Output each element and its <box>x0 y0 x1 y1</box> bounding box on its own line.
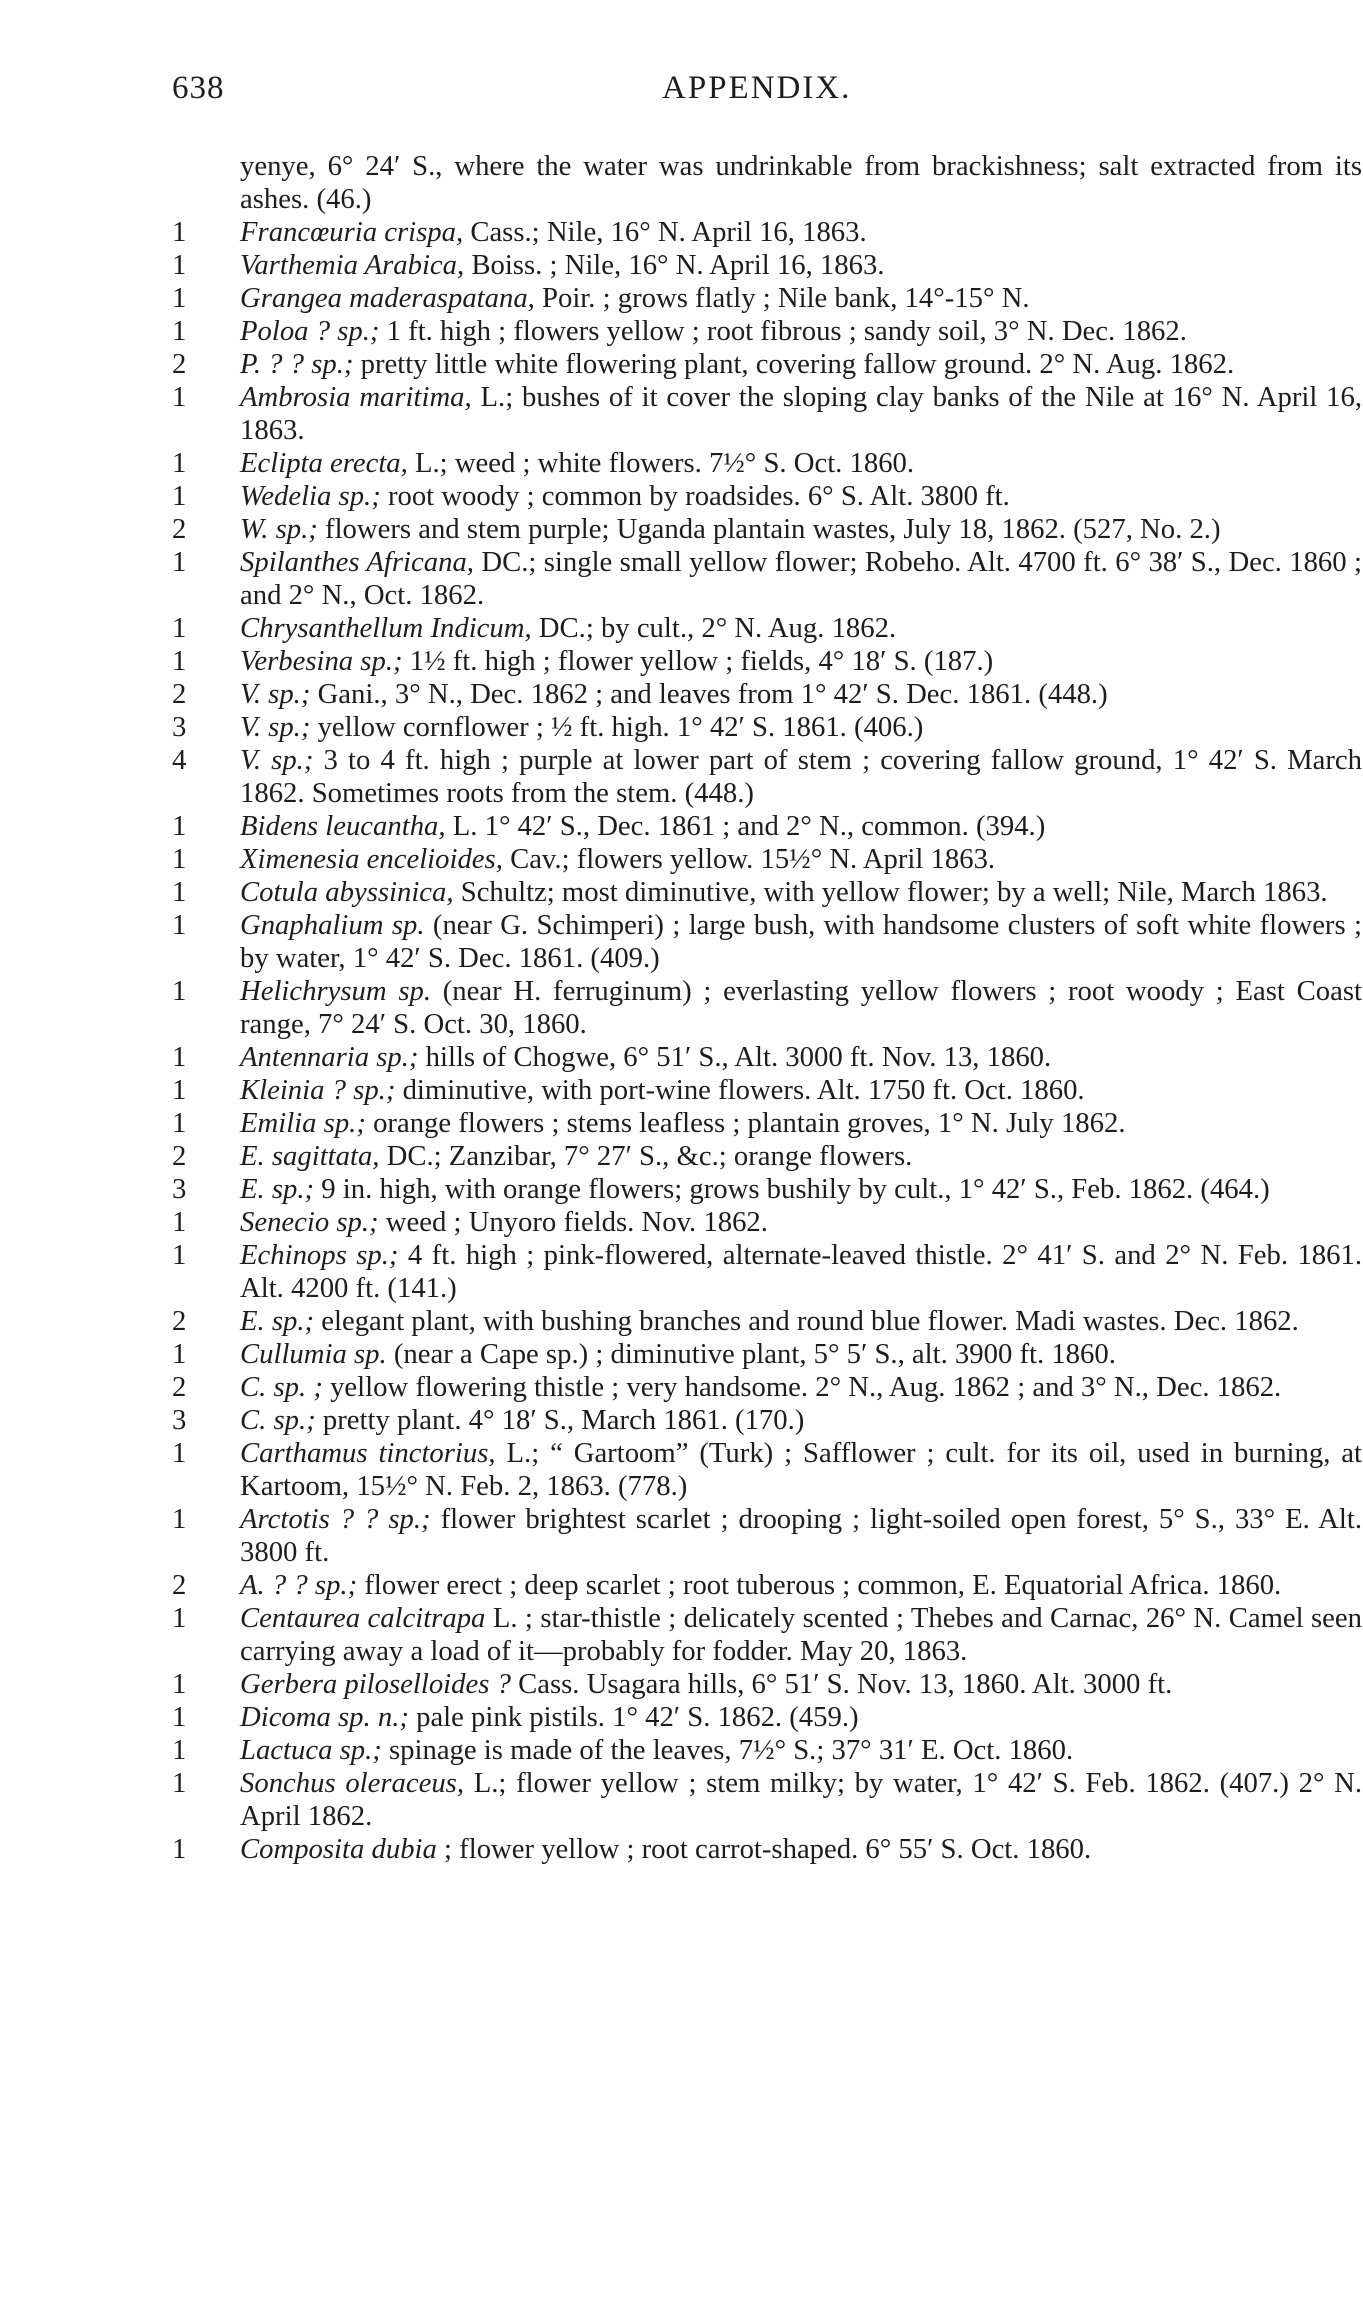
list-item <box>172 480 1362 513</box>
list-item <box>172 381 1362 447</box>
species-name: A. ? ? sp.; <box>240 1569 358 1601</box>
species-name: Centaurea calcitrapa <box>240 1602 486 1634</box>
entry-count: 3 <box>172 711 187 743</box>
list-item <box>172 1371 1362 1404</box>
list-item <box>172 282 1362 315</box>
list-item <box>172 1503 1362 1569</box>
species-name: Poloa ? sp.; <box>240 315 380 347</box>
species-name: Gerbera piloselloides ? <box>240 1668 511 1700</box>
entry-count: 3 <box>172 1404 187 1436</box>
entry-count: 1 <box>172 315 187 347</box>
list-item <box>172 810 1362 843</box>
species-name: E. sp.; <box>240 1305 315 1337</box>
species-name: Arctotis ? ? sp.; <box>240 1503 431 1535</box>
list-item <box>172 612 1362 645</box>
entry-description: spinage is made of the leaves, 7½° S.; 37° 31′ E. Oct. 1860. <box>381 1734 1074 1766</box>
entry-count: 2 <box>172 1371 187 1403</box>
entry-count: 1 <box>172 1833 187 1865</box>
species-name: E. sp.; <box>240 1173 315 1205</box>
entry-count: 1 <box>172 1206 187 1238</box>
species-name: C. sp. ; <box>240 1371 323 1403</box>
list-item <box>172 546 1362 612</box>
entry-description: L.; bushes of it cover the sloping clay banks of the Nile at 16° N. April 16, 1863. <box>240 381 1362 446</box>
entry-count: 1 <box>172 381 187 413</box>
species-name: Kleinia ? sp.; <box>240 1074 396 1106</box>
entry-count: 2 <box>172 348 187 380</box>
entry-count: 1 <box>172 645 187 677</box>
running-head: APPENDIX. <box>662 70 852 106</box>
list-item <box>172 1701 1362 1734</box>
list-item <box>172 909 1362 975</box>
page-number: 638 <box>172 70 225 106</box>
list-item <box>172 876 1362 909</box>
entry-description: Poir. ; grows flatly ; Nile bank, 14°-15° N. <box>534 282 1030 314</box>
species-name: Chrysanthellum Indicum, <box>240 612 532 644</box>
list-item <box>172 1767 1362 1833</box>
entry-count: 1 <box>172 975 187 1007</box>
list-item <box>172 1140 1362 1173</box>
list-item <box>172 1833 1362 1866</box>
entry-count: 1 <box>172 843 187 875</box>
entry-description: Cass. Usagara hills, 6° 51′ S. Nov. 13, 1860. Alt. 3000 ft. <box>510 1668 1173 1700</box>
entry-description: Cass.; Nile, 16° N. April 16, 1863. <box>463 216 867 248</box>
species-name: Carthamus tinctorius, <box>240 1437 496 1469</box>
entry-count: 2 <box>172 1140 187 1172</box>
list-item <box>172 678 1362 711</box>
list-item <box>172 447 1362 480</box>
entry-description: flower erect ; deep scarlet ; root tuberous ; common, E. Equatorial Africa. 1860. <box>357 1569 1282 1601</box>
entry-description: 1½ ft. high ; flower yellow ; fields, 4° 18′ S. (187.) <box>402 645 994 677</box>
species-name: C. sp.; <box>240 1404 316 1436</box>
list-item <box>172 1074 1362 1107</box>
entry-description: L. ; star-thistle ; delicately scented ; Thebes and Carnac, 26° N. Camel seen carrying away a load of it—probably for fodder. May 20, 1863. <box>240 1602 1362 1667</box>
entry-count: 1 <box>172 282 187 314</box>
species-name: Wedelia sp.; <box>240 480 381 512</box>
list-item <box>172 348 1362 381</box>
entry-count: 1 <box>172 1503 187 1535</box>
entry-description: pretty little white flowering plant, covering fallow ground. 2° N. Aug. 1862. <box>353 348 1235 380</box>
species-name: Emilia sp.; <box>240 1107 366 1139</box>
entry-description: Boiss. ; Nile, 16° N. April 16, 1863. <box>464 249 885 281</box>
list-item <box>172 1206 1362 1239</box>
species-name: V. sp.; <box>240 711 311 743</box>
species-name: Cullumia sp. <box>240 1338 387 1370</box>
species-name: Grangea maderaspatana, <box>240 282 535 314</box>
entry-count: 1 <box>172 1602 187 1634</box>
entry-description: ; flower yellow ; root carrot-shaped. 6° 55′ S. Oct. 1860. <box>436 1833 1092 1865</box>
list-item <box>172 1173 1362 1206</box>
species-name: Ambrosia maritima, <box>240 381 472 413</box>
species-name: Echinops sp.; <box>240 1239 399 1271</box>
entry-count: 1 <box>172 1338 187 1370</box>
species-name: Senecio sp.; <box>240 1206 379 1238</box>
entry-description: 3 to 4 ft. high ; purple at lower part of stem ; covering fallow ground, 1° 42′ S. March 1862. Sometimes roots from the stem. (448.) <box>240 744 1362 809</box>
entry-description: Gani., 3° N., Dec. 1862 ; and leaves from 1° 42′ S. Dec. 1861. (448.) <box>310 678 1108 710</box>
entry-count: 1 <box>172 216 187 248</box>
list-item <box>172 513 1362 546</box>
species-name: Sonchus oleraceus, <box>240 1767 465 1799</box>
list-item <box>172 975 1362 1041</box>
entry-count: 1 <box>172 1041 187 1073</box>
entry-description: 4 ft. high ; pink-flowered, alternate-leaved thistle. 2° 41′ S. and 2° N. Feb. 1861. Alt. 4200 ft. (141.) <box>240 1239 1362 1304</box>
entry-description: (near H. ferruginum) ; everlasting yellow flowers ; root woody ; East Coast range, 7° 24′ S. Oct. 30, 1860. <box>240 975 1362 1040</box>
entry-count: 1 <box>172 810 187 842</box>
entry-description: 1 ft. high ; flowers yellow ; root fibrous ; sandy soil, 3° N. Dec. 1862. <box>379 315 1187 347</box>
species-name: Gnaphalium sp. <box>240 909 425 941</box>
entry-description: orange flowers ; stems leafless ; plantain groves, 1° N. July 1862. <box>365 1107 1126 1139</box>
species-name: Antennaria sp.; <box>240 1041 419 1073</box>
entry-description: DC.; by cult., 2° N. Aug. 1862. <box>531 612 897 644</box>
entry-description: (near a Cape sp.) ; diminutive plant, 5° 5′ S., alt. 3900 ft. 1860. <box>386 1338 1116 1370</box>
species-name: V. sp.; <box>240 744 314 776</box>
entry-description: L.; flower yellow ; stem milky; by water, 1° 42′ S. Feb. 1862. (407.) 2° N. April 1862. <box>240 1767 1363 1832</box>
entry-description: Cav.; flowers yellow. 15½° N. April 1863. <box>502 843 996 875</box>
species-name: Lactuca sp.; <box>240 1734 382 1766</box>
species-name: Eclipta erecta, <box>240 447 408 479</box>
page-header <box>172 62 1363 112</box>
list-item <box>172 216 1362 249</box>
entry-description: root woody ; common by roadsides. 6° S. Alt. 3800 ft. <box>380 480 1010 512</box>
species-name: Bidens leucantha, <box>240 810 446 842</box>
list-item <box>172 1404 1362 1437</box>
entry-count: 1 <box>172 1734 187 1766</box>
species-name: Cotula abyssinica, <box>240 876 454 908</box>
entry-count: 1 <box>172 546 187 578</box>
entry-count: 1 <box>172 1701 187 1733</box>
entry-description: flowers and stem purple; Uganda plantain wastes, July 18, 1862. (527, No. 2.) <box>317 513 1221 545</box>
list-item <box>172 1437 1362 1503</box>
entry-count: 1 <box>172 1668 187 1700</box>
entry-count: 1 <box>172 876 187 908</box>
entry-description: 9 in. high, with orange flowers; grows bushily by cult., 1° 42′ S., Feb. 1862. (464.) <box>314 1173 1270 1205</box>
entry-count: 1 <box>172 612 187 644</box>
species-name: Helichrysum sp. <box>240 975 432 1007</box>
species-name: Dicoma sp. n.; <box>240 1701 409 1733</box>
species-name: Spilanthes Africana, <box>240 546 474 578</box>
entry-count: 1 <box>172 1107 187 1139</box>
entry-count: 1 <box>172 447 187 479</box>
species-name: Francœuria crispa, <box>240 216 464 248</box>
list-item <box>172 1338 1362 1371</box>
entry-count: 2 <box>172 513 187 545</box>
entry-description: L.; weed ; white flowers. 7½° S. Oct. 1860. <box>407 447 915 479</box>
list-item <box>172 843 1362 876</box>
list-item <box>172 711 1362 744</box>
entry-count: 1 <box>172 909 187 941</box>
entry-description: (near G. Schimperi) ; large bush, with handsome clusters of soft white flowers ; by water, 1° 42′ S. Dec. 1861. (409.) <box>240 909 1363 974</box>
entry-count: 4 <box>172 744 187 776</box>
entry-description: elegant plant, with bushing branches and round blue flower. Madi wastes. Dec. 1862. <box>314 1305 1299 1337</box>
list-item <box>172 744 1362 810</box>
entry-description: weed ; Unyoro fields. Nov. 1862. <box>378 1206 768 1238</box>
entry-description: L.; “ Gartoom” (Turk) ; Safflower ; cult. for its oil, used in burning, at Kartoom, 15½° N. Feb. 2, 1863. (778.) <box>240 1437 1363 1502</box>
entry-count: 1 <box>172 249 187 281</box>
entry-description: diminutive, with port-wine flowers. Alt. 1750 ft. Oct. 1860. <box>395 1074 1085 1106</box>
entry-description: pale pink pistils. 1° 42′ S. 1862. (459.) <box>408 1701 859 1733</box>
list-item <box>172 1602 1362 1668</box>
list-item <box>172 1239 1362 1305</box>
entry-description: yenye, 6° 24′ S., where the water was undrinkable from brackishness; salt extracted from its ashes. (46.) <box>240 150 1362 215</box>
list-item <box>172 1305 1362 1338</box>
entry-count: 2 <box>172 1305 187 1337</box>
species-name: Composita dubia <box>240 1833 437 1865</box>
species-name: P. ? ? sp.; <box>240 348 354 380</box>
entry-description: yellow flowering thistle ; very handsome. 2° N., Aug. 1862 ; and 3° N., Dec. 1862. <box>322 1371 1282 1403</box>
entry-count: 1 <box>172 1437 187 1469</box>
entry-description: flower brightest scarlet ; drooping ; light-soiled open forest, 5° S., 33° E. Alt. 3800 ft. <box>240 1503 1362 1568</box>
entry-description: yellow cornflower ; ½ ft. high. 1° 42′ S. 1861. (406.) <box>310 711 924 743</box>
entry-description: L. 1° 42′ S., Dec. 1861 ; and 2° N., common. (394.) <box>445 810 1046 842</box>
entry-count: 1 <box>172 1074 187 1106</box>
list-item <box>172 1569 1362 1602</box>
entry-count: 1 <box>172 480 187 512</box>
list-item <box>172 1668 1362 1701</box>
entry-description: DC.; Zanzibar, 7° 27′ S., &c.; orange flowers. <box>379 1140 913 1172</box>
entry-count: 1 <box>172 1767 187 1799</box>
entry-description: DC.; single small yellow flower; Robeho. Alt. 4700 ft. 6° 38′ S., Dec. 1860 ; and 2° N., Oct. 1862. <box>240 546 1362 611</box>
list-item <box>172 645 1362 678</box>
entry-count: 1 <box>172 1239 187 1271</box>
entry-description: Schultz; most diminutive, with yellow flower; by a well; Nile, March 1863. <box>453 876 1328 908</box>
species-name: Ximenesia encelioides, <box>240 843 503 875</box>
species-list <box>172 150 1362 1866</box>
entry-count: 3 <box>172 1173 187 1205</box>
list-item <box>172 249 1362 282</box>
list-item <box>172 150 1362 216</box>
entry-description: hills of Chogwe, 6° 51′ S., Alt. 3000 ft. Nov. 13, 1860. <box>418 1041 1052 1073</box>
species-name: Verbesina sp.; <box>240 645 403 677</box>
entry-count: 2 <box>172 678 187 710</box>
species-name: V. sp.; <box>240 678 311 710</box>
list-item <box>172 1734 1362 1767</box>
list-item <box>172 1107 1362 1140</box>
entry-count: 2 <box>172 1569 187 1601</box>
species-name: Varthemia Arabica, <box>240 249 465 281</box>
species-name: W. sp.; <box>240 513 318 545</box>
list-item <box>172 1041 1362 1074</box>
entry-description: pretty plant. 4° 18′ S., March 1861. (170.) <box>315 1404 805 1436</box>
species-name: E. sagittata, <box>240 1140 380 1172</box>
list-item <box>172 315 1362 348</box>
